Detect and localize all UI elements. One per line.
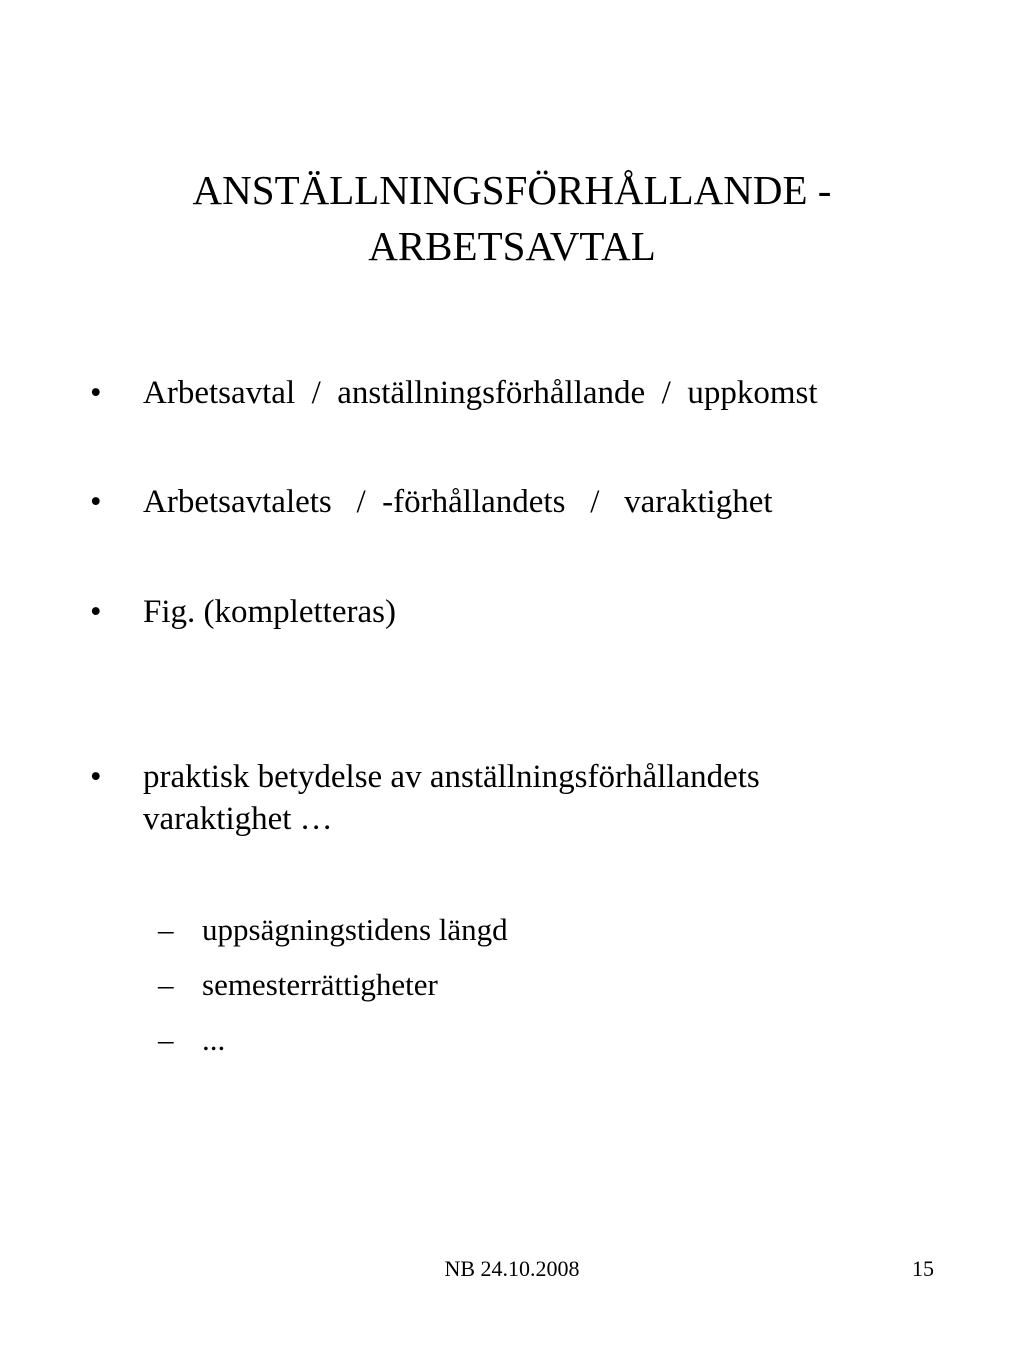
slide-title <box>0 162 1024 274</box>
bullet-icon: • <box>90 594 102 630</box>
bullet-text <box>143 756 963 840</box>
bullet-text-line-1: praktisk betydelse av anställningsförhållandets <box>143 759 760 795</box>
page-number: 15 <box>912 1256 934 1281</box>
bullet-text-line-2: varaktighet … <box>143 801 333 837</box>
bullet-text: Arbetsavtal / anställningsförhållande / uppkomst <box>143 375 818 411</box>
sub-bullet-text: ... <box>202 1022 226 1057</box>
bullet-text: Arbetsavtalets / -förhållandets / varaktighet <box>143 484 773 520</box>
bullet-icon: • <box>90 759 102 795</box>
title-line-1: ANSTÄLLNINGSFÖRHÅLLANDE - <box>192 167 832 213</box>
bullet-icon: • <box>90 375 102 411</box>
dash-icon: – <box>158 912 174 947</box>
dash-icon: – <box>158 967 174 1002</box>
footer-date: NB 24.10.2008 <box>444 1256 580 1281</box>
bullet-icon: • <box>90 484 102 520</box>
title-line-2: ARBETSAVTAL <box>368 223 656 269</box>
dash-icon: – <box>158 1022 174 1057</box>
sub-bullet-text: semesterrättigheter <box>202 967 438 1002</box>
sub-bullet-text: uppsägningstidens längd <box>202 912 508 947</box>
bullet-text: Fig. (kompletteras) <box>143 594 396 630</box>
